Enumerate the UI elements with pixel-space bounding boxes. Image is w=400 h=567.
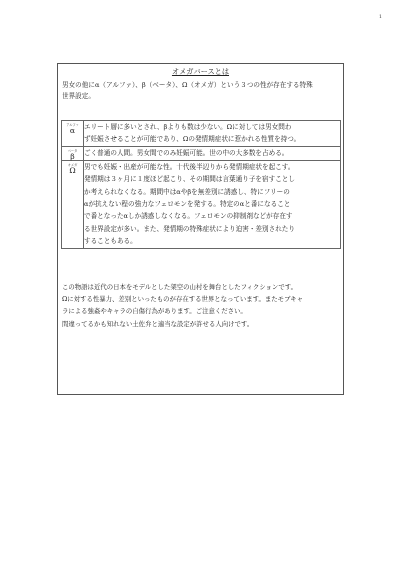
symbol-ruby: オメガ xyxy=(67,162,78,167)
description-cell xyxy=(84,121,341,147)
description-line: αが抗えない程の強力なフェロモンを発する。特定のαと番になること xyxy=(84,200,291,209)
notice-line: この物語は近代の日本をモデルとした架空の山村を舞台としたフィクションです。 xyxy=(62,283,297,291)
alpha-symbol: α xyxy=(69,126,76,135)
symbol-cell xyxy=(62,160,84,248)
description-cell xyxy=(84,146,341,160)
symbol-ruby: アルファ xyxy=(66,123,79,127)
gender-table xyxy=(61,120,341,249)
omega-symbol: Ω xyxy=(69,165,76,175)
document-frame xyxy=(57,63,344,395)
table-row-alpha xyxy=(62,121,341,147)
notice-line: ラによる強姦やキャラの自傷行為があります。ご注意ください。 xyxy=(62,307,247,316)
description-line: ごく普通の人間。男女間でのみ妊娠可能。世の中の大多数を占める。 xyxy=(84,148,289,157)
page-number: 1 xyxy=(378,14,382,20)
page-title: オメガバースとは xyxy=(171,67,230,76)
description-line: る世界設定が多い。また、発情期の特殊症状により迫害・差別されたり xyxy=(84,224,295,233)
notice-paragraph xyxy=(62,281,340,330)
description-line: ず妊娠させることが可能であり、Ωの発情期症状に惹かれる性質を持つ。 xyxy=(84,135,301,144)
description-line: で番となったαしか誘惑しなくなる。フェロモンの抑制剤などが存在す xyxy=(84,212,293,221)
intro-line: 男女の他にα（アルファ）、β（ベータ）、Ω（オメガ）という３つの性が存在する特殊 xyxy=(62,81,313,89)
symbol-cell xyxy=(62,121,84,147)
intro-line: 世界設定。 xyxy=(62,92,95,100)
intro-paragraph xyxy=(62,80,338,102)
description-line: か考えられなくなる。期間中はαやβを無差別に誘惑し、特にフリーの xyxy=(84,187,290,196)
description-line: 男でも妊娠・出産が可能な性。十代後半辺りから発情期症状を起こす。 xyxy=(84,162,295,171)
notice-line: 間違ってるかも知れない土佐弁と適当な設定が許せる人向けです。 xyxy=(62,319,254,328)
symbol-cell xyxy=(62,146,84,160)
description-line: することもある。 xyxy=(84,237,137,246)
beta-symbol: β xyxy=(70,151,75,161)
description-line: 発情期は３ヶ月に１度ほど起こり、その期間は言葉通り子を宿すことし xyxy=(84,175,295,184)
table-row-omega xyxy=(62,160,341,248)
table-row-beta xyxy=(62,146,341,160)
symbol-ruby: ベータ xyxy=(67,148,78,153)
description-line: エリート層に多いとされ、βよりも数は少ない。Ωに対しては男女問わ xyxy=(84,123,292,131)
description-cell xyxy=(84,160,341,248)
notice-line: Ωに対する性暴力、差別といったものが存在する世界となっています。またモブキャ xyxy=(62,295,303,304)
